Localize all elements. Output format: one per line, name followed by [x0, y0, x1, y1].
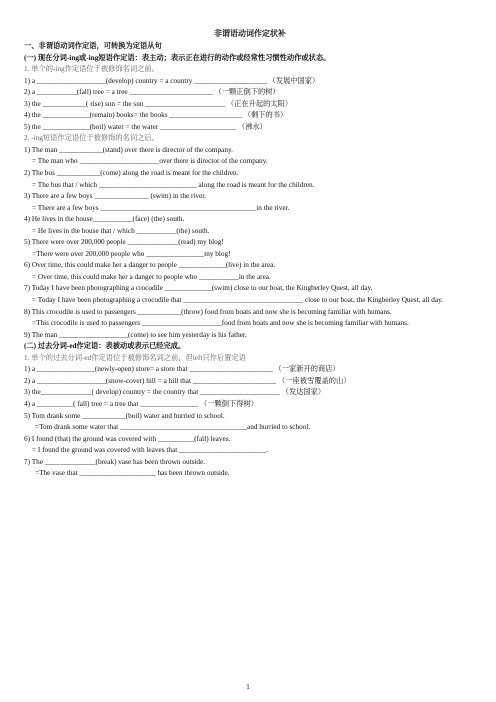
- worksheet-line: 1) a ___________________(develop) country = a country ____________________ （发展中国家）: [24, 76, 320, 85]
- worksheet-line: 1) The man ____________(stand) over there is director of the company.: [24, 145, 233, 154]
- worksheet-line: = The man who ______________________over there is director of the company.: [32, 157, 268, 166]
- worksheet-line: =This crocodile is used to passengers ______________________food from boats and now she is becoming familiar with humans.: [32, 319, 409, 328]
- worksheet-line: = He lives in the house that / which ___________(the) south.: [32, 226, 210, 235]
- page-number: 1: [246, 683, 250, 691]
- worksheet-line: 2) The bus ____________(come) along the road is meant for the children.: [24, 169, 239, 178]
- worksheet-line: 2) a ___________________(snow-cover) hill = a hill that _______________________ （一座被雪覆盖的山）: [24, 376, 351, 385]
- worksheet-line: = There are a few boys ___________________________________________in the river.: [32, 203, 290, 212]
- worksheet-line: 1. 单个的过去分词-ed作定语位于被修饰名词之前，但left只作后置定语: [24, 353, 246, 362]
- worksheet-line: =Tom drank some water that ___________________________________and hurried to school.: [35, 423, 311, 432]
- worksheet-line: 2. -ing短语作定语位于被修饰的名词之后。: [24, 134, 159, 143]
- worksheet-line: 8) This crocodile is used to passengers ____________(throw) food from boats and now she is becoming familiar with humans.: [24, 307, 392, 316]
- worksheet-line: 4) the _____________(remain) books= the books ____________________ （剩下的书）: [24, 111, 288, 120]
- worksheet-lines: [24, 41, 476, 480]
- worksheet-line: 3) the______________( develop) country = the country that ______________________ （发达国家）: [24, 388, 326, 397]
- worksheet-line: = The bus that / which ___________________________ along the road is meant for the children.: [32, 180, 315, 189]
- worksheet-line: 7) Today I have been photographing a crocodile _____________(swim) close to our boat, the Kingberley Quest, all day.: [24, 284, 373, 293]
- worksheet-line: 3) the ____________( rise) sun = the sun ______________________ （正在升起的太阳）: [24, 99, 293, 108]
- worksheet-line: (二) 过去分词-ed作定语：表被动或表示已经完成。: [24, 342, 186, 351]
- worksheet-line: 3) There are a few boys _______________ (swim) in the river.: [24, 192, 207, 201]
- worksheet-line: 5) the _____________(boil) water = the water _____________________ （沸水）: [24, 122, 267, 131]
- worksheet-line: = Over time, this could make her a danger to people who ___________in the area.: [32, 272, 271, 281]
- worksheet-line: 5) There were over 200,000 people ______________(read) my blog!: [24, 238, 224, 247]
- worksheet-line: 1) a ________________(newly-open) store= a store that _______________________ （一家新开的商店）: [24, 365, 340, 374]
- worksheet-line: 4) He lives in the house___________(face) (the) south.: [24, 215, 185, 224]
- worksheet-line: 4) a __________( fall) tree = a tree that ________________ （一颗倒下得树）: [24, 399, 259, 408]
- worksheet-line: = Today I have been photographing a crocodile that _________________________________ close to our boat, the Kingberley Quest, all day.: [32, 296, 444, 305]
- worksheet-line: = I found the ground was covered with leaves that ________________________.: [32, 446, 268, 455]
- worksheet-title: 非谓语动词作定状补: [214, 29, 286, 38]
- worksheet-line: 5) Tom drank some ____________(boil) water and hurried to school.: [24, 411, 225, 420]
- worksheet-line: =The vase that _____________________ has been thrown outside.: [35, 469, 230, 478]
- worksheet-line: 6) I found (that) the ground was covered with __________(fall) leaves.: [24, 434, 231, 443]
- worksheet-line: 6) Over time, this could make her a danger to people _____________(live) in the area.: [24, 261, 276, 270]
- worksheet-line: =There were over 200,000 people who ________________my blog!: [32, 249, 231, 258]
- worksheet-line: 9) The man ___________________(come) to see him yesterday is his father.: [24, 330, 247, 339]
- worksheet-line: 一、非谓语动词作定语，可转换为定语从句: [24, 42, 162, 50]
- worksheet-line: 1. 单个的-ing作定语位于被修饰名词之前。: [24, 65, 159, 74]
- worksheet-line: 7) The ______________(break) vase has been thrown outside.: [24, 457, 206, 466]
- worksheet-content: [24, 27, 476, 480]
- worksheet-line: (一) 现在分词-ing或-ing短语作定语：表主动；表示正在进行的动作或经常性习惯性动作或状态。: [24, 53, 331, 62]
- worksheet-line: 2) a ___________(fall) tree = a tree _______________________ （一颗正倒下的树）: [24, 88, 280, 97]
